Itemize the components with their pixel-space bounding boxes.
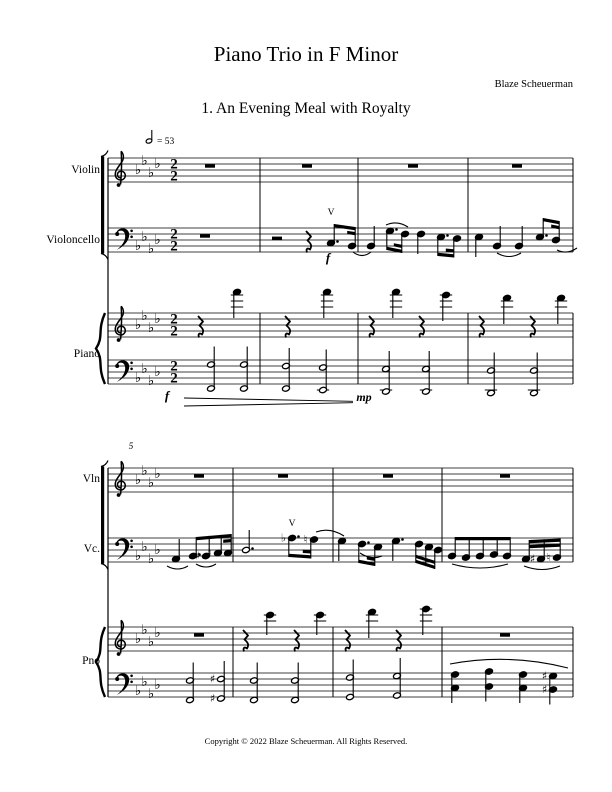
copyright-notice: Copyright © 2022 Blaze Scheuerman. All Rights Reserved.: [204, 736, 408, 746]
svg-text:♭: ♭: [147, 241, 155, 257]
svg-text:♭: ♭: [141, 308, 148, 324]
svg-text:♭: ♭: [154, 311, 161, 327]
bass-clef-icon: [115, 228, 133, 250]
svg-text:♭: ♭: [154, 232, 161, 248]
svg-text:f: f: [164, 388, 170, 403]
svg-text:mp: mp: [356, 390, 372, 404]
svg-text:♭: ♭: [147, 320, 155, 336]
svg-text:V: V: [288, 519, 296, 529]
composer-name: Blaze Scheuerman: [494, 79, 573, 90]
treble-clef-icon: [115, 306, 125, 342]
svg-text:♭: ♭: [134, 548, 142, 564]
svg-text:f: f: [325, 250, 331, 265]
staff-1-2-bass: [115, 208, 577, 265]
instrument-label-pno: Pno: [82, 655, 100, 667]
svg-text:♭: ♭: [280, 531, 287, 545]
svg-text:♭: ♭: [154, 466, 161, 482]
instrument-label-violoncello: Violoncello: [46, 234, 100, 246]
svg-text:♭: ♭: [147, 551, 155, 567]
svg-text:2: 2: [170, 323, 178, 340]
svg-text:♯: ♯: [541, 683, 548, 696]
svg-text:2: 2: [170, 311, 178, 328]
piece-title: Piano Trio in F Minor: [213, 42, 399, 66]
svg-text:♭: ♭: [147, 686, 155, 702]
svg-text:♮: ♮: [546, 551, 551, 564]
svg-text:♭: ♭: [141, 622, 148, 638]
staff-2-3-treble: [115, 605, 510, 656]
svg-text:♭: ♭: [141, 539, 148, 555]
svg-text:♯: ♯: [209, 672, 216, 686]
instrument-label-violin: Violin: [71, 164, 100, 176]
svg-text:2: 2: [170, 226, 178, 243]
staff-2-4-bass: [115, 658, 568, 705]
staff-1-3-treble: [115, 288, 567, 342]
svg-text:♭: ♭: [134, 162, 142, 178]
svg-text:♯: ♯: [541, 669, 548, 683]
svg-text:♭: ♭: [134, 317, 142, 333]
svg-text:♭: ♭: [147, 373, 155, 389]
bass-clef-icon: [115, 538, 133, 560]
system-1: [96, 151, 577, 407]
svg-text:2: 2: [170, 156, 178, 173]
svg-text:5: 5: [128, 441, 134, 451]
svg-text:♭: ♭: [154, 364, 161, 380]
svg-text:= 53: = 53: [157, 137, 175, 147]
svg-text:♭: ♭: [147, 475, 155, 491]
svg-text:♭: ♭: [154, 542, 161, 558]
svg-text:♭: ♭: [147, 634, 155, 650]
svg-text:♯: ♯: [529, 552, 536, 566]
svg-text:♭: ♭: [134, 683, 142, 699]
svg-text:♮: ♮: [207, 546, 212, 560]
svg-text:2: 2: [170, 358, 178, 375]
svg-text:♭: ♭: [154, 156, 161, 172]
svg-text:♭: ♭: [141, 463, 148, 479]
tempo-marking: [145, 130, 174, 147]
svg-text:2: 2: [170, 238, 178, 255]
movement-title: 1. An Evening Meal with Royalty: [201, 100, 411, 117]
bass-clef-icon: [115, 360, 133, 382]
svg-text:♭: ♭: [154, 625, 161, 641]
staff-1-1-treble: [115, 151, 522, 187]
instrument-label-vc: Vc.: [83, 543, 100, 555]
svg-text:2: 2: [170, 370, 178, 387]
instrument-label-piano: Piano: [73, 348, 100, 360]
svg-text:♭: ♭: [141, 674, 148, 690]
svg-text:♭: ♭: [141, 153, 148, 169]
svg-text:♭: ♭: [141, 361, 148, 377]
svg-text:V: V: [327, 208, 335, 218]
svg-text:♭: ♭: [134, 631, 142, 647]
instrument-label-vln: Vln: [82, 473, 100, 485]
svg-text:♭: ♭: [134, 370, 142, 386]
svg-text:2: 2: [170, 168, 178, 185]
staff-1-4-bass: [115, 347, 540, 407]
svg-text:♭: ♭: [154, 677, 161, 693]
svg-text:♮: ♮: [303, 533, 308, 546]
bass-clef-icon: [115, 673, 133, 695]
svg-text:♭: ♭: [134, 238, 142, 254]
svg-text:♭: ♭: [134, 472, 142, 488]
system-2: [96, 441, 573, 705]
treble-clef-icon: [115, 151, 125, 187]
svg-text:♯: ♯: [209, 692, 216, 705]
staff-2-1-treble: [115, 461, 510, 497]
treble-clef-icon: [115, 461, 125, 497]
svg-text:♭: ♭: [147, 165, 155, 181]
svg-text:♯: ♯: [194, 549, 201, 563]
svg-text:♭: ♭: [141, 229, 148, 245]
treble-clef-icon: [115, 620, 125, 656]
